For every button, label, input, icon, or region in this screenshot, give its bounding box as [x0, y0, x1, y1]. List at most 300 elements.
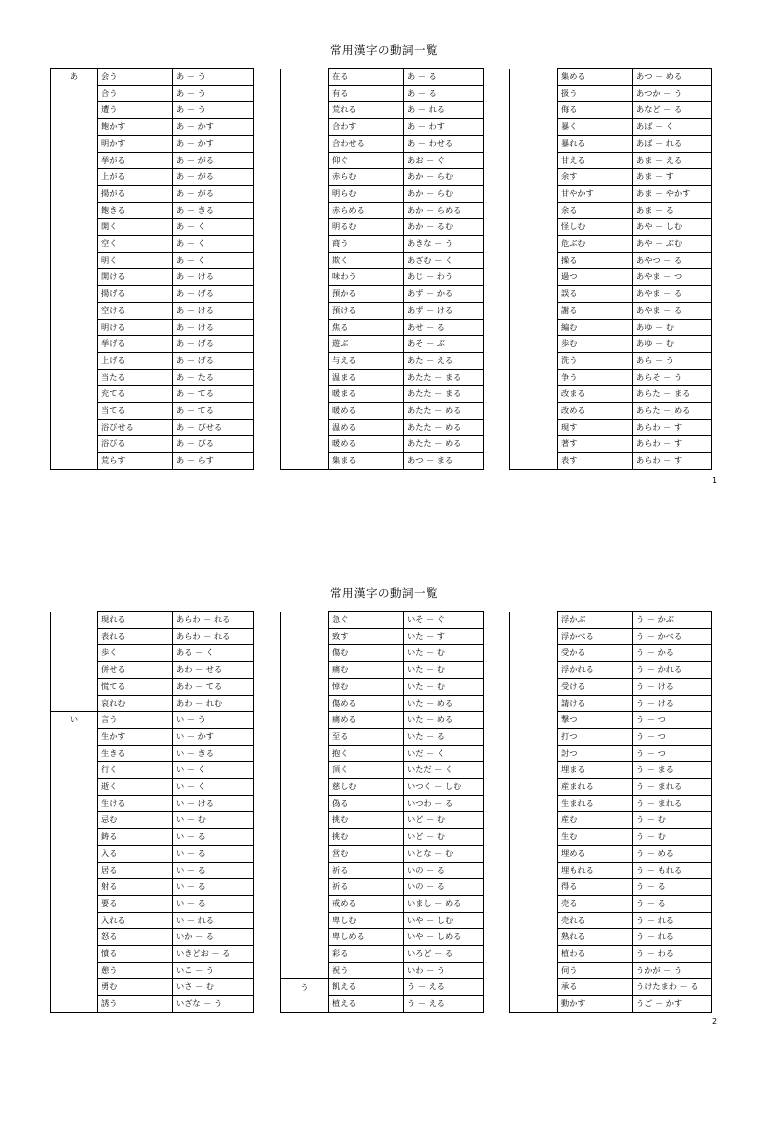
reading-cell: あか － らむ	[404, 185, 484, 202]
kanji-verb-cell: 致す	[329, 628, 404, 645]
table-row	[51, 979, 254, 996]
kanji-verb-cell: 商う	[329, 236, 404, 253]
kanji-verb-cell: 赤らむ	[329, 169, 404, 186]
kanji-verb-cell: 有る	[329, 85, 404, 102]
kana-group-cell	[510, 302, 558, 319]
kana-group-cell	[281, 403, 329, 420]
kanji-verb-cell: 暖める	[329, 403, 404, 420]
table-row	[510, 845, 712, 862]
reading-cell: いた － める	[404, 695, 484, 712]
table-row	[510, 102, 712, 119]
reading-cell: いろど － る	[404, 946, 484, 963]
kanji-verb-cell: 表す	[558, 453, 633, 470]
kanji-verb-cell: 浮かぶ	[558, 612, 633, 629]
kanji-verb-cell: 痛める	[329, 712, 404, 729]
kanji-verb-cell: 誤る	[558, 286, 633, 303]
kana-group-cell	[510, 403, 558, 420]
table-row	[51, 269, 254, 286]
kana-group-cell	[51, 779, 98, 796]
reading-cell: いや － しめる	[404, 929, 484, 946]
kanji-verb-cell: 集まる	[329, 453, 404, 470]
table-row	[510, 85, 712, 102]
kana-group-cell	[51, 962, 98, 979]
reading-cell: う － まれる	[633, 779, 712, 796]
reading-cell: うご － かす	[633, 996, 712, 1013]
reading-cell: あば － れる	[633, 135, 712, 152]
reading-cell: う － える	[404, 996, 484, 1013]
page-title: 常用漢字の動詞一覧	[330, 586, 438, 600]
reading-cell: あたた － める	[404, 403, 484, 420]
kanji-verb-cell: 過つ	[558, 269, 633, 286]
table-row	[51, 169, 254, 186]
reading-cell: あ － げる	[173, 286, 254, 303]
kanji-verb-cell: 仰ぐ	[329, 152, 404, 169]
reading-cell: いた － める	[404, 712, 484, 729]
reading-cell: い － う	[173, 712, 254, 729]
kanji-verb-cell: 浴びる	[98, 436, 173, 453]
table-row	[510, 678, 712, 695]
table-row	[51, 645, 254, 662]
kana-group-cell	[510, 202, 558, 219]
kana-group-cell	[51, 628, 98, 645]
reading-cell: あらた － まる	[633, 386, 712, 403]
kanji-verb-cell: 与える	[329, 352, 404, 369]
kana-group-cell	[281, 762, 329, 779]
reading-cell: う － つ	[633, 745, 712, 762]
table-row	[281, 662, 484, 679]
kanji-verb-cell: 余る	[558, 202, 633, 219]
table-row	[281, 979, 484, 996]
kana-group-cell	[510, 779, 558, 796]
kana-group-cell	[51, 269, 98, 286]
table-row	[281, 678, 484, 695]
table-row	[281, 185, 484, 202]
reading-cell: あつか － う	[633, 85, 712, 102]
table-row	[281, 85, 484, 102]
table-row	[51, 829, 254, 846]
table-row	[510, 302, 712, 319]
kanji-verb-cell: 祈る	[329, 879, 404, 896]
kanji-verb-cell: 卑しむ	[329, 912, 404, 929]
kanji-verb-cell: 歩く	[98, 645, 173, 662]
kanji-verb-cell: 荒れる	[329, 102, 404, 119]
kanji-verb-cell: 生ける	[98, 795, 173, 812]
table-row	[51, 386, 254, 403]
kanji-verb-cell: 会う	[98, 69, 173, 86]
table-row	[51, 678, 254, 695]
table-row	[51, 219, 254, 236]
reading-cell: あやつ － る	[633, 252, 712, 269]
reading-cell: い － る	[173, 862, 254, 879]
reading-cell: あたた － める	[404, 419, 484, 436]
kana-group-cell	[281, 369, 329, 386]
kanji-verb-cell: 頂く	[329, 762, 404, 779]
reading-cell: あたた － める	[404, 436, 484, 453]
kanji-verb-cell: 産まれる	[558, 779, 633, 796]
reading-cell: あか － らむ	[404, 169, 484, 186]
kanji-verb-cell: 哀れむ	[98, 695, 173, 712]
reading-cell: う － まる	[633, 762, 712, 779]
kanji-verb-cell: 勇む	[98, 979, 173, 996]
kana-group-cell	[510, 102, 558, 119]
reading-cell: あせ － る	[404, 319, 484, 336]
reading-cell: う － かる	[633, 645, 712, 662]
kana-group-cell	[51, 879, 98, 896]
kana-group-cell	[281, 745, 329, 762]
table-row	[281, 728, 484, 745]
kana-group-cell	[281, 779, 329, 796]
kana-group-cell	[51, 762, 98, 779]
table-row	[510, 912, 712, 929]
table-row	[510, 152, 712, 169]
reading-cell: あ － がる	[173, 185, 254, 202]
kana-group-cell	[281, 185, 329, 202]
table-row	[51, 912, 254, 929]
kanji-verb-cell: 言う	[98, 712, 173, 729]
reading-cell: あそ － ぶ	[404, 336, 484, 353]
reading-cell: あ － わす	[404, 119, 484, 136]
table-row	[510, 612, 712, 629]
table-row	[281, 202, 484, 219]
table-row	[51, 946, 254, 963]
reading-cell: い － きる	[173, 745, 254, 762]
table-row	[510, 946, 712, 963]
table-row	[510, 695, 712, 712]
table-row	[51, 762, 254, 779]
reading-cell: いまし － める	[404, 895, 484, 912]
reading-cell: あ － く	[173, 219, 254, 236]
kanji-verb-cell: 祈る	[329, 862, 404, 879]
kana-group-cell	[51, 795, 98, 812]
table-row	[51, 69, 254, 86]
table-row	[51, 812, 254, 829]
kana-group-cell	[51, 946, 98, 963]
kanji-verb-cell: 営む	[329, 845, 404, 862]
kana-group-cell	[281, 453, 329, 470]
table-row	[51, 419, 254, 436]
kanji-verb-cell: 侮る	[558, 102, 633, 119]
reading-cell: あ － う	[173, 69, 254, 86]
reading-cell: いそ － ぐ	[404, 612, 484, 629]
verb-table-column-2	[280, 611, 484, 1013]
kana-group-cell	[281, 612, 329, 629]
table-row	[51, 845, 254, 862]
reading-cell: いさ － む	[173, 979, 254, 996]
table-row	[281, 712, 484, 729]
reading-cell: あ － う	[173, 102, 254, 119]
kanji-verb-cell: 植える	[329, 996, 404, 1013]
kana-group-cell	[510, 829, 558, 846]
reading-cell: あきな － う	[404, 236, 484, 253]
kana-group-cell	[51, 612, 98, 629]
table-row	[281, 762, 484, 779]
kana-group-cell	[281, 862, 329, 879]
kana-group-cell	[510, 862, 558, 879]
table-row	[51, 286, 254, 303]
kanji-verb-cell: 熟れる	[558, 929, 633, 946]
reading-cell: あか － るむ	[404, 219, 484, 236]
kana-group-cell	[510, 845, 558, 862]
reading-cell: う － かぶ	[633, 612, 712, 629]
table-row	[51, 252, 254, 269]
table-row	[281, 628, 484, 645]
reading-cell: あや － しむ	[633, 219, 712, 236]
reading-cell: いこ － う	[173, 962, 254, 979]
kana-group-cell	[51, 386, 98, 403]
kana-group-cell	[510, 319, 558, 336]
reading-cell: あゆ － む	[633, 319, 712, 336]
kana-group-cell	[510, 369, 558, 386]
reading-cell: いか － る	[173, 929, 254, 946]
table-row	[281, 352, 484, 369]
table-row	[281, 795, 484, 812]
table-row	[510, 369, 712, 386]
verb-table-column-2	[280, 68, 484, 470]
reading-cell: い － る	[173, 895, 254, 912]
kanji-verb-cell: 戒める	[329, 895, 404, 912]
kanji-verb-cell: 遊ぶ	[329, 336, 404, 353]
kana-group-cell	[51, 252, 98, 269]
kanji-verb-cell: 売る	[558, 895, 633, 912]
kana-group-cell	[510, 169, 558, 186]
table-row	[281, 845, 484, 862]
table-row	[51, 85, 254, 102]
kana-group-cell	[281, 912, 329, 929]
table-row	[510, 352, 712, 369]
kana-group-cell	[281, 336, 329, 353]
kana-group-cell	[510, 962, 558, 979]
table-row	[510, 252, 712, 269]
kanji-verb-cell: 慌てる	[98, 678, 173, 695]
kana-group-cell	[510, 352, 558, 369]
table-row	[51, 185, 254, 202]
reading-cell: あ － てる	[173, 386, 254, 403]
reading-cell: いきどお － る	[173, 946, 254, 963]
kanji-verb-cell: 甘やかす	[558, 185, 633, 202]
kana-group-cell	[51, 812, 98, 829]
table-row	[51, 102, 254, 119]
kana-group-cell	[281, 119, 329, 136]
kanji-verb-cell: 浮かべる	[558, 628, 633, 645]
reading-cell: あわ － れむ	[173, 695, 254, 712]
kanji-verb-cell: 急ぐ	[329, 612, 404, 629]
kanji-verb-cell: 明らむ	[329, 185, 404, 202]
reading-cell: う － ける	[633, 695, 712, 712]
kanji-verb-cell: 当たる	[98, 369, 173, 386]
kanji-verb-cell: 歩む	[558, 336, 633, 353]
kanji-verb-cell: 明るむ	[329, 219, 404, 236]
kanji-verb-cell: 売れる	[558, 912, 633, 929]
table-row	[510, 879, 712, 896]
kanji-verb-cell: 編む	[558, 319, 633, 336]
kanji-verb-cell: 扱う	[558, 85, 633, 102]
kana-group-cell	[51, 302, 98, 319]
kana-group-cell	[510, 678, 558, 695]
kanji-verb-cell: 誘う	[98, 996, 173, 1013]
kana-group-cell	[51, 845, 98, 862]
reading-cell: あ － かす	[173, 119, 254, 136]
kanji-verb-cell: 憩う	[98, 962, 173, 979]
kanji-verb-cell: 挙げる	[98, 336, 173, 353]
kanji-verb-cell: 著す	[558, 436, 633, 453]
reading-cell: あ － てる	[173, 403, 254, 420]
reading-cell: あたた － まる	[404, 369, 484, 386]
table-row	[51, 996, 254, 1013]
table-row	[281, 419, 484, 436]
reading-cell: う － む	[633, 812, 712, 829]
kanji-verb-cell: 暖める	[329, 436, 404, 453]
table-row	[281, 695, 484, 712]
kanji-verb-cell: 打つ	[558, 728, 633, 745]
reading-cell: あお － ぐ	[404, 152, 484, 169]
reading-cell: いざな － う	[173, 996, 254, 1013]
kanji-verb-cell: 暖まる	[329, 386, 404, 403]
kana-group-cell	[281, 628, 329, 645]
kanji-verb-cell: 謝る	[558, 302, 633, 319]
table-row	[51, 712, 254, 729]
kanji-verb-cell: 洗う	[558, 352, 633, 369]
kanji-verb-cell: 受かる	[558, 645, 633, 662]
kana-group-cell	[510, 712, 558, 729]
table-row	[51, 135, 254, 152]
reading-cell: うけたまわ － る	[633, 979, 712, 996]
reading-cell: あ － きる	[173, 202, 254, 219]
kanji-verb-cell: 怒る	[98, 929, 173, 946]
kana-group-cell	[510, 185, 558, 202]
table-row	[510, 236, 712, 253]
table-row	[51, 728, 254, 745]
kanji-verb-cell: 遭う	[98, 102, 173, 119]
table-row	[51, 895, 254, 912]
reading-cell: いた － む	[404, 678, 484, 695]
reading-cell: あたた － まる	[404, 386, 484, 403]
table-row	[510, 812, 712, 829]
reading-cell: いた － む	[404, 645, 484, 662]
reading-cell: あ － う	[173, 85, 254, 102]
kanji-verb-cell: 挙がる	[98, 152, 173, 169]
table-row	[281, 336, 484, 353]
table-row	[281, 319, 484, 336]
kanji-verb-cell: 併せる	[98, 662, 173, 679]
kanji-verb-cell: 余す	[558, 169, 633, 186]
table-row	[510, 628, 712, 645]
kana-group-cell	[51, 336, 98, 353]
kanji-verb-cell: 焦る	[329, 319, 404, 336]
table-row	[51, 436, 254, 453]
reading-cell: う － る	[633, 895, 712, 912]
reading-cell: あなど － る	[633, 102, 712, 119]
kana-group-cell	[510, 135, 558, 152]
table-row	[510, 895, 712, 912]
table-row	[281, 436, 484, 453]
reading-cell: あ － びる	[173, 436, 254, 453]
table-row	[510, 185, 712, 202]
reading-cell: あつ － まる	[404, 453, 484, 470]
table-row	[510, 69, 712, 86]
kanji-verb-cell: 現す	[558, 419, 633, 436]
table-row	[51, 612, 254, 629]
reading-cell: いの － る	[404, 879, 484, 896]
kanji-verb-cell: 空く	[98, 236, 173, 253]
reading-cell: あ － ける	[173, 302, 254, 319]
kana-group-cell	[281, 419, 329, 436]
table-row	[510, 712, 712, 729]
kana-group-cell	[51, 152, 98, 169]
kana-group-cell	[281, 678, 329, 695]
kanji-verb-cell: 生きる	[98, 745, 173, 762]
reading-cell: あらわ － す	[633, 419, 712, 436]
reading-cell: あやま － る	[633, 286, 712, 303]
reading-cell: あま － える	[633, 152, 712, 169]
reading-cell: う － つ	[633, 728, 712, 745]
kana-group-cell	[510, 419, 558, 436]
reading-cell: いつく － しむ	[404, 779, 484, 796]
table-row	[281, 219, 484, 236]
table-row	[510, 728, 712, 745]
reading-cell: う － れる	[633, 912, 712, 929]
reading-cell: い － かす	[173, 728, 254, 745]
table-row	[510, 202, 712, 219]
kanji-verb-cell: 傷める	[329, 695, 404, 712]
kanji-verb-cell: 入れる	[98, 912, 173, 929]
table-row	[51, 202, 254, 219]
table-row	[510, 319, 712, 336]
kanji-verb-cell: 受ける	[558, 678, 633, 695]
kanji-verb-cell: 当てる	[98, 403, 173, 420]
kana-group-cell	[281, 929, 329, 946]
kana-group-cell	[51, 185, 98, 202]
kanji-verb-cell: 明ける	[98, 319, 173, 336]
kanji-verb-cell: 慈しむ	[329, 779, 404, 796]
kana-group-cell	[281, 319, 329, 336]
reading-cell: あば － く	[633, 119, 712, 136]
kanji-verb-cell: 表れる	[98, 628, 173, 645]
kana-group-cell	[510, 762, 558, 779]
kanji-verb-cell: 悼む	[329, 678, 404, 695]
kana-group-cell	[51, 219, 98, 236]
reading-cell: あ － る	[404, 85, 484, 102]
kana-group-cell	[281, 996, 329, 1013]
kana-group-cell	[510, 119, 558, 136]
verb-table-column-1	[50, 68, 254, 470]
kana-group-cell	[281, 102, 329, 119]
table-row	[51, 236, 254, 253]
kanji-verb-cell: 得る	[558, 879, 633, 896]
reading-cell: あ － く	[173, 236, 254, 253]
reading-cell: あじ － わう	[404, 269, 484, 286]
reading-cell: う － わる	[633, 946, 712, 963]
kana-group-cell	[281, 795, 329, 812]
table-row	[51, 628, 254, 645]
kana-group-cell	[510, 946, 558, 963]
kanji-verb-cell: 埋もれる	[558, 862, 633, 879]
kana-group-cell	[281, 85, 329, 102]
reading-cell: いただ － く	[404, 762, 484, 779]
kana-group-cell	[281, 695, 329, 712]
page-number: 1	[712, 476, 718, 485]
reading-cell: あ － ける	[173, 269, 254, 286]
table-row	[281, 403, 484, 420]
kana-group-cell	[510, 695, 558, 712]
kana-group-cell	[281, 962, 329, 979]
reading-cell: あた － える	[404, 352, 484, 369]
kanji-verb-cell: 明く	[98, 252, 173, 269]
kanji-verb-cell: 要る	[98, 895, 173, 912]
kanji-verb-cell: 生まれる	[558, 795, 633, 812]
reading-cell: う － える	[404, 979, 484, 996]
kana-group-cell	[51, 996, 98, 1013]
table-row	[51, 336, 254, 353]
